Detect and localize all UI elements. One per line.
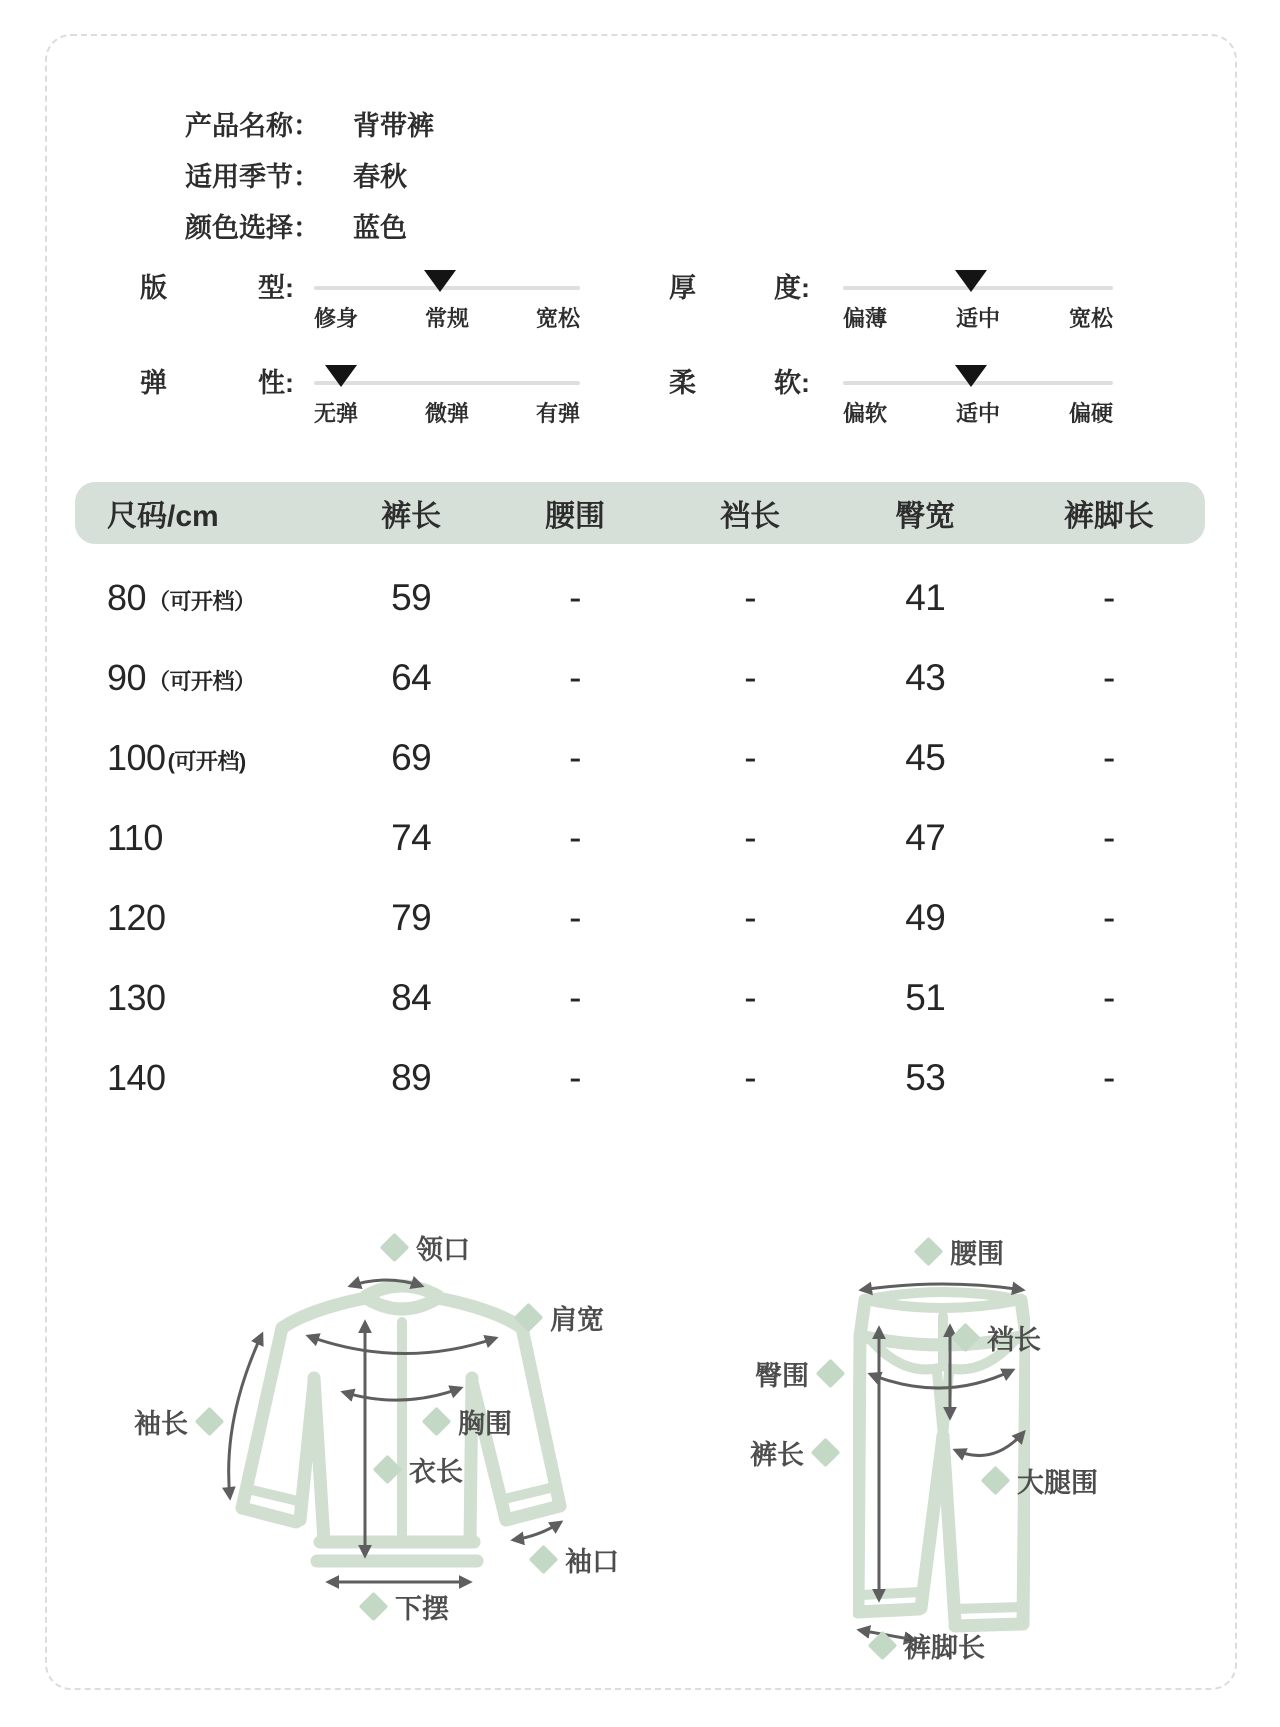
elasticity-slider: 无弹 微弹 有弹 [314,357,580,427]
col-waist: 腰围 [545,500,605,533]
col-crotch: 裆长 [720,500,781,533]
jacket-label-shoulder: 肩宽 [518,1298,604,1337]
jacket-measure-diagram [80,1150,640,1680]
slider-marker-icon [955,270,987,292]
diamond-icon [373,1455,403,1485]
jacket-label-chest: 胸围 [426,1402,512,1441]
season-value: 春秋 [353,162,407,192]
diamond-icon [359,1592,389,1622]
color-row [185,200,434,251]
attribute-sliders [47,262,1280,452]
slider-marker-icon [325,365,357,387]
elasticity-label: 弹 性: [140,368,294,398]
table-row: 100 (可开档) 69 - - 45 - [107,737,1115,778]
jacket-label-cuff: 袖口 [533,1540,619,1579]
size-table-header [75,482,1205,544]
pants-measure-diagram [640,1150,1200,1680]
diamond-icon [868,1631,898,1661]
slider-marker-icon [955,365,987,387]
diamond-icon [529,1545,559,1575]
product-name-row [185,98,434,149]
table-row: 140 89 - - 53 - [107,1057,1115,1098]
pants-label-pants-length: 裤长 [750,1433,836,1472]
col-pants-length: 裤长 [381,500,442,533]
table-row: 80 （可开档） 59 - - 41 - [107,577,1115,618]
diamond-icon [195,1407,225,1437]
thickness-label: 厚 度: [669,273,810,303]
col-leg-opening: 裤脚长 [1063,500,1154,533]
product-name-value: 背带裤 [353,111,434,141]
diamond-icon [951,1323,981,1353]
color-label: 颜色选择： [185,213,320,243]
table-row: 110 74 - - 47 - [107,817,1115,858]
season-label: 适用季节： [185,162,320,192]
diamond-icon [422,1407,452,1437]
diamond-icon [514,1303,544,1333]
table-row: 90 （可开档） 64 - - 43 - [107,657,1115,698]
diamond-icon [380,1233,410,1263]
pants-label-crotch-length: 裆长 [955,1318,1041,1357]
thickness-slider: 偏薄 适中 宽松 [843,262,1113,332]
diamond-icon [816,1359,846,1389]
jacket-label-sleeve-length: 袖长 [134,1402,220,1441]
softness-label: 柔 软: [669,368,810,398]
col-size: 尺码/cm [107,500,219,533]
table-row: 130 84 - - 51 - [107,977,1115,1018]
table-row: 120 79 - - 49 - [107,897,1115,938]
col-hip-width: 臀宽 [895,500,956,533]
product-name-label: 产品名称： [185,111,320,141]
pants-label-leg-opening: 裤脚长 [872,1626,985,1665]
fit-label: 版 型: [140,273,294,303]
pants-label-thigh: 大腿围 [985,1461,1098,1500]
color-value: 蓝色 [353,213,407,243]
product-info [185,98,434,251]
jacket-label-garment-length: 衣长 [377,1450,463,1489]
size-table [75,482,1205,1118]
season-row [185,149,434,200]
pants-label-waist: 腰围 [918,1232,1004,1271]
diamond-icon [811,1438,841,1468]
fit-slider: 修身 常规 宽松 [314,262,580,332]
jacket-label-hem: 下摆 [363,1587,449,1626]
pants-label-hip: 臀围 [755,1354,841,1393]
slider-marker-icon [424,270,456,292]
softness-slider: 偏软 适中 偏硬 [843,357,1113,427]
jacket-label-neckline: 领口 [384,1228,470,1267]
diamond-icon [981,1466,1011,1496]
diamond-icon [914,1237,944,1267]
